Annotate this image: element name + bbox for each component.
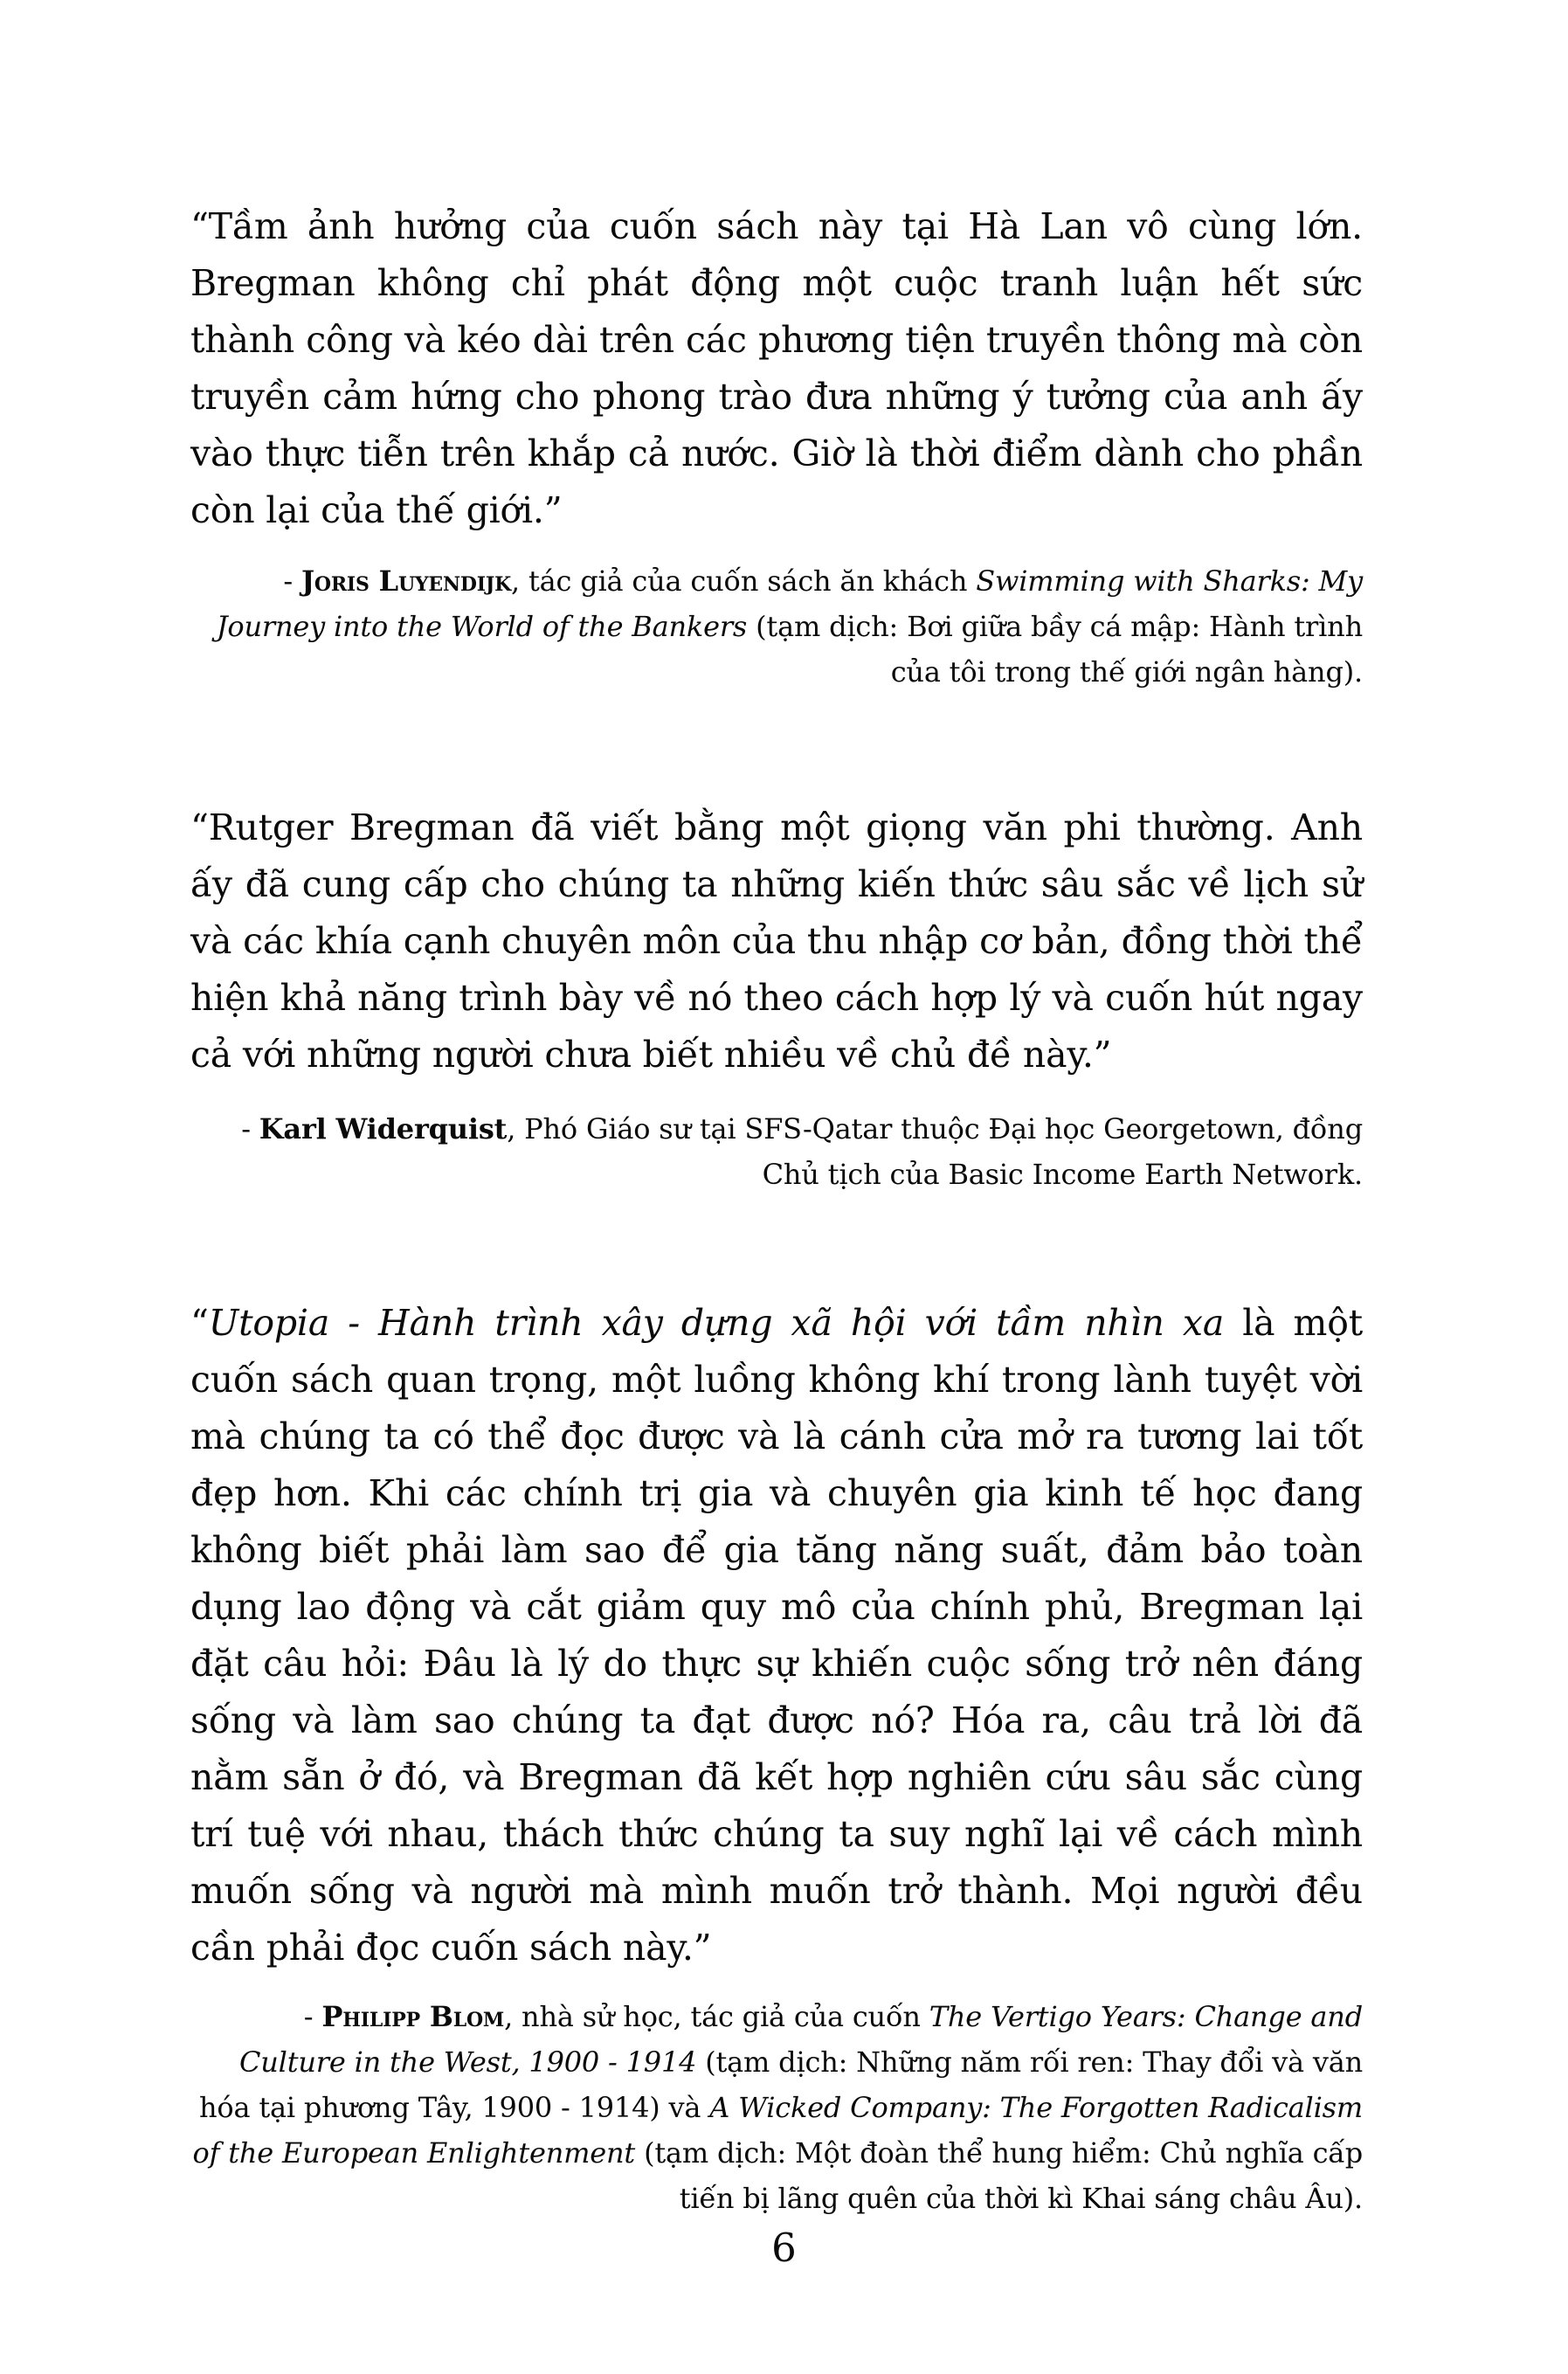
attribution-translation: (tạm dịch: Những năm rối ren: Thay đổi và văn hóa tại phương Tây, 1900 - 1914) và xyxy=(199,2045,1363,2124)
attribution-translation-2: (tạm dịch: Một đoàn thể hung hiểm: Chủ nghĩa cấp tiến bị lãng quên của thời kì Khai sáng châu Âu). xyxy=(635,2136,1363,2215)
page-number: 6 xyxy=(771,2225,797,2271)
attribution-translation: (tạm dịch: Bơi giữa bầy cá mập: Hành trình của tôi trong thế giới ngân hàng). xyxy=(747,610,1363,689)
review-1-quote xyxy=(190,198,1363,539)
attribution-text: , Phó Giáo sư tại SFS-Qatar thuộc Đại học Georgetown, đồng Chủ tịch của Basic Income Earth Network. xyxy=(507,1112,1363,1191)
reviewer-name: Philipp Blom xyxy=(321,2000,505,2033)
review-1 xyxy=(190,198,1363,695)
review-3 xyxy=(190,1295,1363,2221)
book-praise-page xyxy=(190,0,1363,2221)
reviewer-name: Joris Luyendijk xyxy=(300,564,512,598)
attribution-dash: - xyxy=(283,564,301,598)
book-title: Utopia - Hành trình xây dựng xã hội với tầm nhìn xa xyxy=(208,1302,1225,1344)
review-2-attribution xyxy=(190,1106,1363,1197)
review-1-attribution xyxy=(190,558,1363,695)
reviewer-name: Karl Widerquist xyxy=(259,1112,508,1145)
review-2-quote xyxy=(190,799,1363,1083)
book-title-2: A Wicked Company: The Forgotten Radicalism of the European Enlightenment xyxy=(192,2091,1363,2170)
book-title: The Vertigo Years: Change and Culture in the West, 1900 - 1914 xyxy=(238,2000,1363,2079)
attribution-text: , nhà sử học, tác giả của cuốn xyxy=(504,2000,929,2033)
quote-text: “Tầm ảnh hưởng của cuốn sách này tại Hà Lan vô cùng lớn. Bregman không chỉ phát động một cuộc tranh luận hết sức thành công và kéo dài trên các phương tiện truyền thông mà còn truyền cảm hứng cho phong trào đưa những ý tưởng của anh ấy vào thực tiễn trên khắp cả nước. Giờ là thời điểm dành cho phần còn lại của thế giới.” xyxy=(190,205,1363,531)
review-3-attribution xyxy=(190,1994,1363,2221)
quote-text: là một cuốn sách quan trọng, một luồng không khí trong lành tuyệt vời mà chúng ta có thể đọc được và là cánh cửa mở ra tương lai tốt đẹp hơn. Khi các chính trị gia và chuyên gia kinh tế học đang không biết phải làm sao để gia tăng năng suất, đảm bảo toàn dụng lao động và cắt giảm quy mô của chính phủ, Bregman lại đặt câu hỏi: Đâu là lý do thực sự khiến cuộc sống trở nên đáng sống và làm sao chúng ta đạt được nó? Hóa ra, câu trả lời đã nằm sẵn ở đó, và Bregman đã kết hợp nghiên cứu sâu sắc cùng trí tuệ với nhau, thách thức chúng ta suy nghĩ lại về cách mình muốn sống và người mà mình muốn trở thành. Mọi người đều cần phải đọc cuốn sách này.” xyxy=(190,1302,1363,1969)
attribution-text: , tác giả của cuốn sách ăn khách xyxy=(511,564,977,598)
review-3-quote xyxy=(190,1295,1363,1976)
quote-text: “Rutger Bregman đã viết bằng một giọng văn phi thường. Anh ấy đã cung cấp cho chúng ta những kiến thức sâu sắc về lịch sử và các khía cạnh chuyên môn của thu nhập cơ bản, đồng thời thể hiện khả năng trình bày về nó theo cách hợp lý và cuốn hút ngay cả với những người chưa biết nhiều về chủ đề này.” xyxy=(190,806,1363,1076)
attribution-dash: - xyxy=(241,1112,259,1145)
attribution-dash: - xyxy=(303,2000,322,2033)
review-2 xyxy=(190,799,1363,1197)
book-title: Swimming with Sharks: My Journey into the World of the Bankers xyxy=(216,564,1363,643)
opening-quote-mark: “ xyxy=(190,1302,209,1344)
